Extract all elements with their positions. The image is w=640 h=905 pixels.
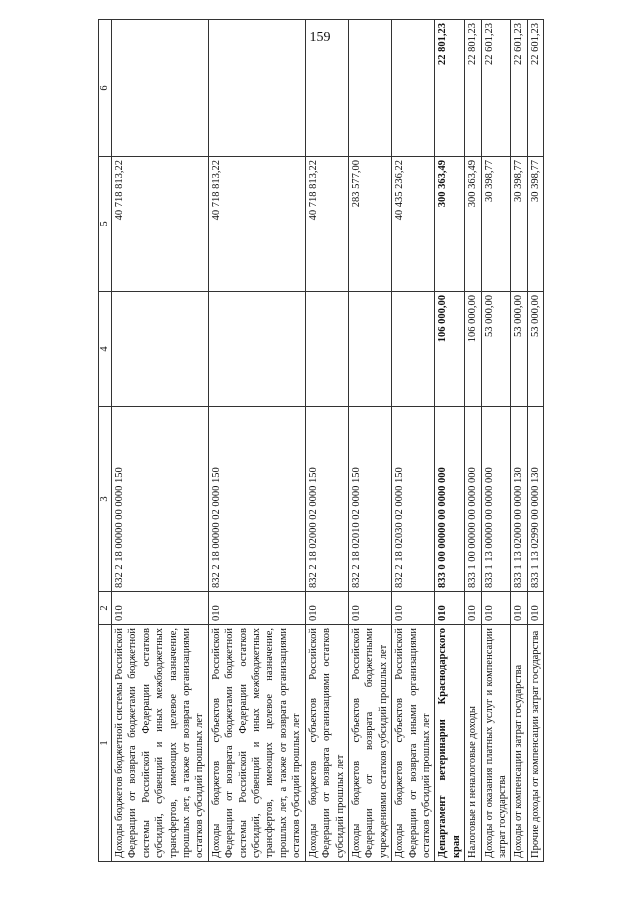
row-column-6 [112,20,209,157]
row-column-5: 40 718 813,22 [208,157,305,292]
row-column-5: 283 577,00 [348,157,391,292]
row-column-4 [112,292,209,407]
row-classification-code: 832 2 18 02000 02 0000 150 [305,407,348,592]
row-column-4 [208,292,305,407]
row-column-4 [305,292,348,407]
table-row [208,20,305,862]
row-column-4: 53 000,00 [511,292,527,407]
row-column-6: 22 601,23 [481,20,511,157]
column-header-5: 5 [99,157,112,292]
row-classification-code: 833 1 13 00000 00 0000 000 [481,407,511,592]
row-column-4 [348,292,391,407]
table-row [481,20,511,862]
row-description: Доходы бюджетов субъектов Российской Федерации от возврата организациями остатков субсидий прошлых лет [305,625,348,862]
row-column-6: 22 801,23 [465,20,481,157]
row-classification-code: 833 1 13 02990 00 0000 130 [527,407,543,592]
row-code: 010 [527,592,543,625]
row-description: Налоговые и неналоговые доходы [465,625,481,862]
row-column-5: 40 435 236,22 [392,157,435,292]
row-code: 010 [481,592,511,625]
row-classification-code: 832 2 18 02030 02 0000 150 [392,407,435,592]
row-description: Доходы бюджетов субъектов Российской Федерации от возврата бюджетными учреждениями остатков субсидий прошлых лет [348,625,391,862]
table-row [465,20,481,862]
row-column-5: 300 363,49 [465,157,481,292]
row-description: Доходы бюджетов субъектов Российской Федерации от возврата бюджетами бюджетной системы Российской Федерации остатков субсидий, субвенций и иных межбюджетных трансфертов, имеющих целевое назначение, прошлых лет, а также от возврата организациями остатков субсидий прошлых лет [208,625,305,862]
column-header-4: 4 [99,292,112,407]
row-classification-code: 832 2 18 02010 02 0000 150 [348,407,391,592]
row-column-5: 40 718 813,22 [112,157,209,292]
row-classification-code: 832 2 18 00000 02 0000 150 [208,407,305,592]
row-column-6 [348,20,391,157]
row-column-6 [305,20,348,157]
row-description: Доходы от оказания платных услуг и компенсации затрат государства [481,625,511,862]
row-description: Доходы бюджетов субъектов Российской Федерации от возврата иными организациями остатков субсидий прошлых лет [392,625,435,862]
row-code: 010 [348,592,391,625]
row-classification-code: 833 0 00 00000 00 0000 000 [435,407,465,592]
table-row [305,20,348,862]
table-row [527,20,543,862]
row-column-4: 53 000,00 [481,292,511,407]
row-code: 010 [305,592,348,625]
row-column-5: 30 398,77 [511,157,527,292]
row-code: 010 [392,592,435,625]
row-code: 010 [435,592,465,625]
row-description: Доходы бюджетов бюджетной системы Российской Федерации от возврата бюджетами бюджетной системы Российской Федерации остатков субсидий, субвенций и иных межбюджетных трансфертов, имеющих целевое назначение, прошлых лет, а также от возврата организациями остатков субсидий прошлых лет [112,625,209,862]
row-classification-code: 832 2 18 00000 00 0000 150 [112,407,209,592]
row-code: 010 [511,592,527,625]
row-column-5: 40 718 813,22 [305,157,348,292]
column-header-3: 3 [99,407,112,592]
row-column-6: 22 601,23 [511,20,527,157]
row-column-6 [392,20,435,157]
column-header-2: 2 [99,592,112,625]
row-classification-code: 833 1 00 00000 00 0000 000 [465,407,481,592]
row-column-4: 106 000,00 [435,292,465,407]
row-description: Доходы от компенсации затрат государства [511,625,527,862]
table-body [112,20,544,862]
table-row [392,20,435,862]
row-column-5: 300 363,49 [435,157,465,292]
row-description: Департамент ветеринарии Краснодарского края [435,625,465,862]
table-header-row [99,20,112,862]
row-code: 010 [208,592,305,625]
table-row [112,20,209,862]
table-row [511,20,527,862]
column-header-6: 6 [99,20,112,157]
row-column-4: 106 000,00 [465,292,481,407]
page-number: 159 [309,30,331,45]
row-column-4 [392,292,435,407]
row-column-5: 30 398,77 [481,157,511,292]
row-column-6 [208,20,305,157]
column-header-1: 1 [99,625,112,862]
row-column-6: 22 801,23 [435,20,465,157]
row-classification-code: 833 1 13 02000 00 0000 130 [511,407,527,592]
row-column-6: 22 601,23 [527,20,543,157]
budget-table [98,19,544,862]
row-code: 010 [465,592,481,625]
table-row-department-total [435,20,465,862]
row-description: Прочие доходы от компенсации затрат государства [527,625,543,862]
row-column-5: 30 398,77 [527,157,543,292]
row-column-4: 53 000,00 [527,292,543,407]
row-code: 010 [112,592,209,625]
table-row [348,20,391,862]
